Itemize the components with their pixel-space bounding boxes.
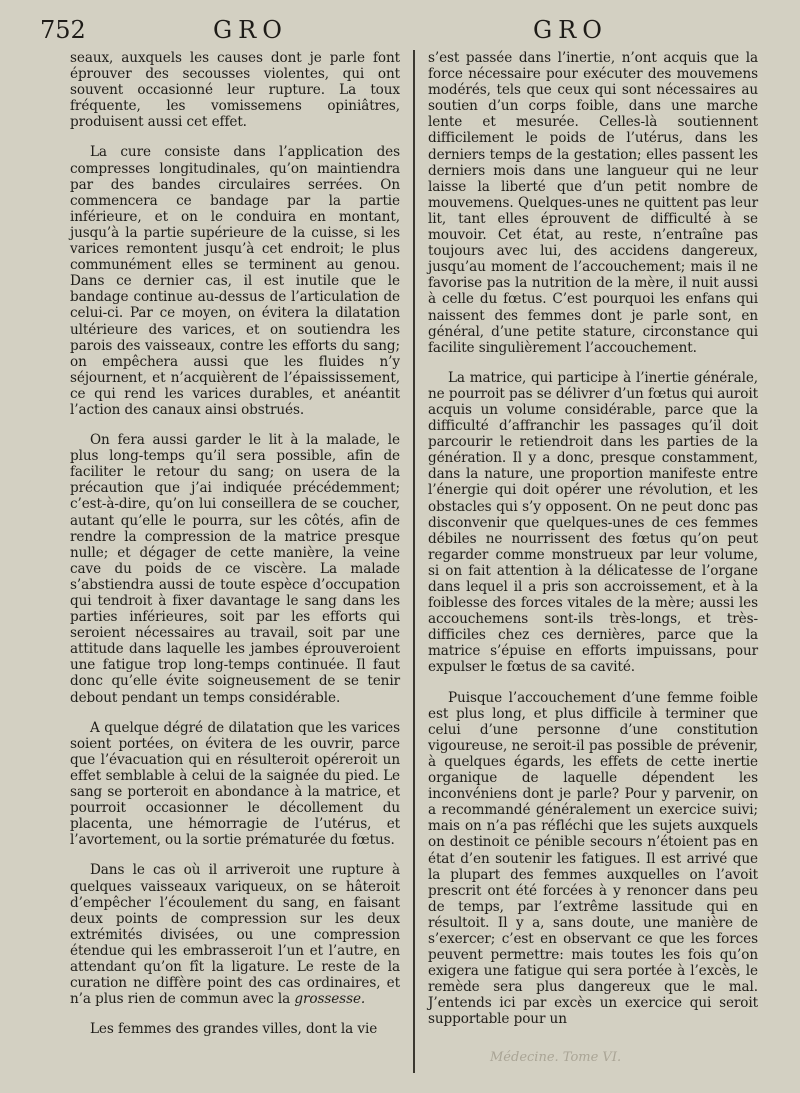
paragraph: La cure consiste dans l’application des compresses longitudinales, qu’on maintiendra par des bandes circulaires serrées. On commencera ce bandage par la partie inférieure, et on le conduira en montant, jusqu’à la partie supérieure de la cuisse, si les varices remontent jusqu’à cet endroit; le plus communément elles se terminent au genou. Dans ce dernier cas, il est inutile que le bandage continue au-dessus de l’articulation de celui-ci. Par ce moyen, on évitera la dilatation ultérieure des varices, et on soutiendra les parois des vaisseaux, contre les efforts du sang; on empêchera aussi que les fluides n’y séjournent, et n’acquièrent de l’épaississement, ce qui rend les varices durables, et anéantit l’action des canaux ainsi obstrués.	[70, 144, 400, 418]
show-through-text: Médecine. Tome VI.	[490, 1050, 622, 1065]
paragraph: La matrice, qui participe à l’inertie générale, ne pourroit pas se délivrer d’un fœtus qui auroit acquis un volume considérable, parce que la difficulté d’affranchir les passages qu’il doit parcourir le retiendroit dans les parties de la génération. Il y a donc, presque constamment, dans la nature, une proportion manifeste entre l’énergie qui doit opérer une révolution, et les obstacles qui s’y opposent. On ne peut donc pas disconvenir que quelques-unes de ces femmes débiles ne nourrissent des fœtus qu’on peut regarder comme monstrueux par leur volume, si on fait attention à la délicatesse de l’organe dans lequel il a pris son accroissement, et à la foiblesse des forces vitales de la mère; aussi les accouchemens sont-ils très-longs, et très-difficiles chez ces dernières, parce que la matrice s’épuise en efforts impuissans, pour expulser le fœtus de sa cavité.	[428, 369, 758, 676]
paragraph: seaux, auxquels les causes dont je parle font éprouver des secousses violentes, qui ont souvent occasionné leur rupture. La toux fréquente, les vomissemens opiniâtres, produisent aussi cet effet.	[70, 50, 400, 131]
running-head-left: GRO	[213, 16, 288, 44]
paragraph: A quelque dégré de dilatation que les varices soient portées, on évitera de les ouvrir, parce que l’évacuation qui en résulteroit opéreroit un effet semblable à celui de la saignée du pied. Le sang se porteroit en abondance à la matrice, et pourroit occasionner le décollement du placenta, une hémorragie de l’utérus, et l’avortement, ou la sortie prématurée du fœtus.	[70, 719, 400, 849]
paragraph: Les femmes des grandes villes, dont la vie	[90, 1021, 378, 1038]
running-head-right: GRO	[533, 16, 608, 44]
column-divider	[413, 50, 415, 1073]
paragraph	[70, 862, 400, 1007]
paragraph: s’est passée dans l’inertie, n’ont acquis que la force nécessaire pour exécuter des mouvemens modérés, tels que ceux qui sont nécessaires au soutien d’un corps foible, dans une marche lente et mesurée. Celles-là soutiennent difficilement le poids de l’utérus, dans les derniers temps de la gestation; elles passent les derniers mois dans une langueur qui ne leur laisse la liberté que d’un petit nombre de mouvemens. Quelques-unes ne quittent pas leur lit, tant elles éprouvent de difficulté à se mouvoir. Cet état, au reste, n’entraîne pas toujours avec lui, des accidens dangereux, jusqu’au moment de l’accouchement; mais il ne favorise pas la nutrition de la mère, il nuit aussi à celle du fœtus. C’est pourquoi les enfans qui naissent des femmes dont je parle sont, en général, d’une petite stature, circonstance qui facilite singulièrement l’accouchement.	[428, 50, 758, 356]
left-column	[70, 50, 400, 1051]
page-number: 752	[40, 16, 86, 44]
paragraph: Puisque l’accouchement d’une femme foible est plus long, et plus difficile à terminer que celui d’une personne d’une constitution vigoureuse, ne seroit-il pas possible de prévenir, à quelques égards, les effets de cette inertie organique de laquelle dépendent les inconvéniens dont je parle? Pour y parvenir, on a recommandé généralement un exercice suivi; mais on n’a pas réfléchi que les sujets auxquels on destinoit ce pénible secours n’étoient pas en état d’en soutenir les fatigues. Il est arrivé que la plupart des femmes auxquelles on l’avoit prescrit ont été forcées à y renoncer dans peu de temps, par l’extrême lassitude qui en résultoit. Il y a, sans doute, une manière de s’exercer; c’est en observant ce que les forces peuvent permettre: mais toutes les fois qu’on exigera une fatigue qui sera portée à l’excès, le remède sera plus dangereux que le mal. J’entends ici par excès un exercice qui seroit supportable pour un	[428, 689, 758, 1028]
paragraph: On fera aussi garder le lit à la malade, le plus long-temps qu’il sera possible, afin de faciliter le retour du sang; on usera de la précaution que j’ai indiquée précédemment; c’est-à-dire, qu’on lui conseillera de se coucher, autant qu’elle le pourra, sur les côtés, afin de rendre la compression de la matrice presque nulle; et dégager de cette manière, la veine cave du poids de ce viscère. La malade s’abstiendra aussi de toute espèce d’occupation qui tendroit à fixer davantage le sang dans les parties inférieures, soit par les efforts qui seroient nécessaires au travail, soit par une attitude dans laquelle les jambes éprouveroient une fatigue trop long-temps continuée. Il faut donc qu’elle évite soigneusement de se tenir debout pendant un temps considérable.	[70, 432, 400, 706]
right-column	[428, 50, 758, 1042]
italic-word: grossesse.	[294, 991, 366, 1008]
paragraph-text: Dans le cas où il arriveroit une rupture à quelques vaisseaux variqueux, on se hâteroit d’empêcher l’écoulement du sang, en faisant deux points de compression sur les deux extrémités divisées, ou une compression étendue qui les embrasseroit l’un et l’autre, en attendant qu’on fît la ligature. Le reste de la curation ne diffère point des cas ordinaires, et n’a plus rien de commun avec la	[70, 862, 400, 1008]
page-header	[0, 14, 800, 48]
